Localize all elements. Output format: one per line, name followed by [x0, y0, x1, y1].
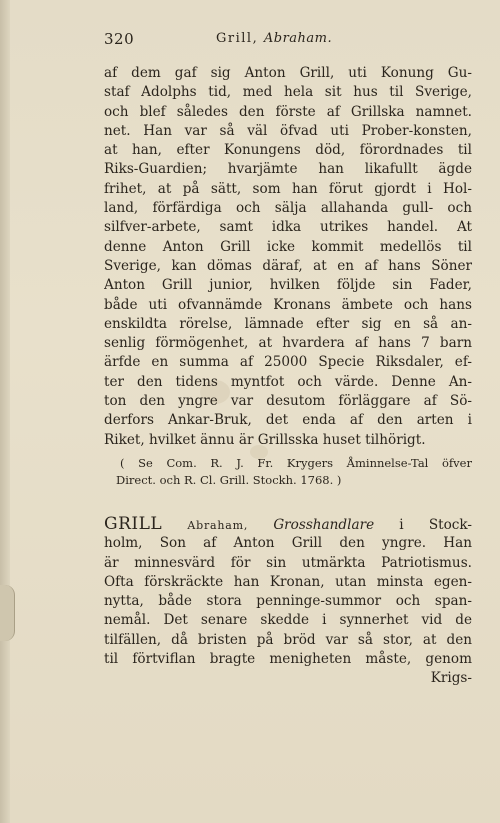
running-head	[216, 31, 332, 46]
entry-heading-line	[104, 515, 472, 534]
entry-heading-name: GRILL	[104, 514, 163, 534]
entry-line: nemål. Det senare skedde i synnerhet vid de	[104, 612, 472, 629]
page-header	[104, 30, 474, 50]
text-line: Riks-Guardien; hvarjämte han likafullt ägde	[104, 161, 472, 178]
text-line: derfors Ankar-Bruk, det enda af den arten i	[104, 412, 472, 429]
text-line: Anton Grill junior, hvilken följde sin Fader,	[104, 277, 472, 294]
text-line: Riket, hvilket ännu är Grillsska huset tilhörigt.	[104, 431, 426, 448]
text-line: silfver-arbete, samt idka utrikes handel. At	[104, 219, 472, 236]
text-line: af dem gaf sig Anton Grill, uti Konung Gu-	[104, 65, 472, 81]
entry-heading-rest: i Stock-	[399, 516, 472, 533]
text-line: land, förfärdiga och sälja allahanda gull- och	[104, 200, 472, 217]
entry-heading-title: Grosshandlare	[273, 516, 375, 533]
text-line: net. Han var så väl öfvad uti Prober-konsten,	[104, 122, 472, 139]
text-line: och blef således den förste af Grillska namnet.	[104, 103, 472, 120]
text-line: ton den yngre var desutom förläggare af Sö-	[104, 393, 472, 410]
text-line: senlig förmögenhet, at hvardera af hans 7 barn	[104, 335, 472, 352]
text-line: ter den tidens myntfot och värde. Denne An-	[104, 373, 472, 390]
entry-line: nytta, både stora penninge-summor och span-	[104, 593, 472, 610]
citation	[104, 455, 472, 489]
body-text	[104, 64, 472, 688]
entry-heading-given: Abraham,	[187, 518, 249, 532]
entry-line: tilfällen, då bristen på bröd var så stor, at den	[104, 631, 472, 648]
page-number: 320	[104, 30, 135, 48]
catchword: Krigs-	[430, 670, 472, 687]
citation-line: ( Se Com. R. J. Fr. Krygers Åminnelse-Tal öfver	[120, 455, 472, 470]
paper-tab	[0, 585, 15, 641]
text-line: Sverige, kan dömas däraf, at en af hans Söner	[104, 257, 472, 274]
entry-line: til förtviflan bragte menigheten måste, genom	[104, 651, 472, 668]
text-line: enskildta rörelse, lämnade efter sig en så an-	[104, 315, 472, 332]
page-left-edge	[0, 0, 10, 823]
entry-line: holm, Son af Anton Grill den yngre. Han	[104, 535, 472, 552]
citation-line: Direct. och R. Cl. Grill. Stockh. 1768. )	[116, 472, 342, 487]
text-line: staf Adolphs tid, med hela sit hus til Sverige,	[104, 84, 472, 101]
text-line: frihet, at på sätt, som han förut gjordt i Hol-	[104, 180, 472, 197]
entry-line: är minnesvärd för sin utmärkta Patriotismus.	[104, 554, 472, 571]
running-head-given: Abraham.	[263, 31, 333, 46]
entry-line: Ofta förskräckte han Kronan, utan minsta egen-	[104, 573, 472, 590]
text-line: denne Anton Grill icke kommit medellös til	[104, 238, 472, 255]
text-line: at han, efter Konungens död, förordnades til	[104, 142, 472, 159]
text-line: både uti ofvannämde Kronans ämbete och hans	[104, 296, 472, 313]
running-head-name: Grill,	[216, 31, 259, 46]
entry-grill-abraham	[104, 515, 472, 688]
text-line: ärfde en summa af 25000 Specie Riksdaler, ef-	[104, 354, 472, 371]
